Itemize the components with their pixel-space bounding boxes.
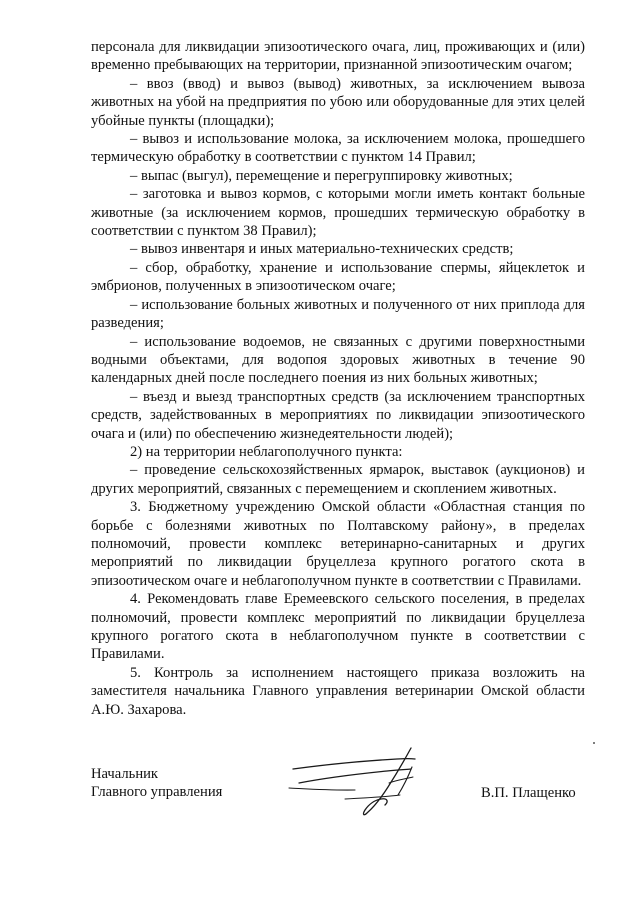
restriction-item-breeding: – использование больных животных и полученного от них приплода для разведения; xyxy=(91,296,585,332)
restriction-item-fairs: – проведение сельскохозяйственных ярмарок, выставок (аукционов) и других мероприятий, связанных с перемещением и скоплением животных. xyxy=(91,462,585,497)
restriction-item-water-bodies: – использование водоемов, не связанных с другими поверхностными водными объектами, для водопоя здоровых животных в течение 90 календарных дней после последнего поения из них больных животных; xyxy=(91,333,585,387)
restriction-item-sperm-embryos: – сбор, обработку, хранение и использование спермы, яйцеклеток и эмбрионов, полученных в эпизоотическом очаге; xyxy=(91,259,585,295)
clause-5: 5. Контроль за исполнением настоящего приказа возложить на заместителя начальника Главного управления ветеринарии Омской области А.Ю. Захарова. xyxy=(91,664,585,718)
document-body xyxy=(91,38,585,719)
restriction-item-milk: – вывоз и использование молока, за исключением молока, прошедшего термическую обработку в соответствии с пунктом 14 Правил; xyxy=(91,131,585,166)
handwritten-signature xyxy=(285,743,445,828)
restriction-item-vehicles: – въезд и выезд транспортных средств (за исключением транспортных средств, задействованных в мероприятиях по ликвидации эпизоотического очага и (или) по обеспечению жизнедеятельности людей); xyxy=(91,388,585,442)
restriction-item-grazing: – выпас (выгул), перемещение и перегруппировку животных; xyxy=(130,167,513,184)
signatory-title xyxy=(91,765,222,802)
scan-speck xyxy=(593,742,595,744)
restriction-item-inventory: – вывоз инвентаря и иных материально-технических средств; xyxy=(130,241,514,258)
restriction-item-animals-transport: – ввоз (ввод) и вывоз (вывод) животных, за исключением вывоза животных на убой на предприятия по убою или оборудованные для этих целей убойные пункты (площадки); xyxy=(91,75,585,129)
signatory-title-line-2: Главного управления xyxy=(91,784,223,801)
signatory-title-line-1: Начальник xyxy=(91,766,159,782)
signatory-name: В.П. Плащенко xyxy=(481,785,576,801)
clause-4: 4. Рекомендовать главе Еремеевского сельского поселения, в пределах полномочий, провести комплекс мероприятий по ликвидации бруцеллеза крупного рогатого скота в неблагополучном пункте в соответствии с Правилами. xyxy=(91,591,585,663)
restriction-item-feed: – заготовка и вывоз кормов, с которыми могли иметь контакт больные животные (за исключением кормов, прошедших термическую обработку в соответствии с пунктом 38 Правил); xyxy=(91,186,585,240)
paragraph-continuation: персонала для ликвидации эпизоотического очага, лиц, проживающих и (или) временно пребывающих на территории, признанной эпизоотическим очагом; xyxy=(91,39,585,74)
clause-3: 3. Бюджетному учреждению Омской области «Областная станция по борьбе с болезнями животных по Полтавскому району», в пределах полномочий, провести комплекс ветеринарно-санитарных и других мероприятий по ликвидации бруцеллеза крупного рогатого скота в эпизоотическом очаге и неблагополучном пункте в соответствии с Правилами. xyxy=(91,499,585,589)
section-heading-unfavorable-point: 2) на территории неблагополучного пункта: xyxy=(130,443,403,460)
